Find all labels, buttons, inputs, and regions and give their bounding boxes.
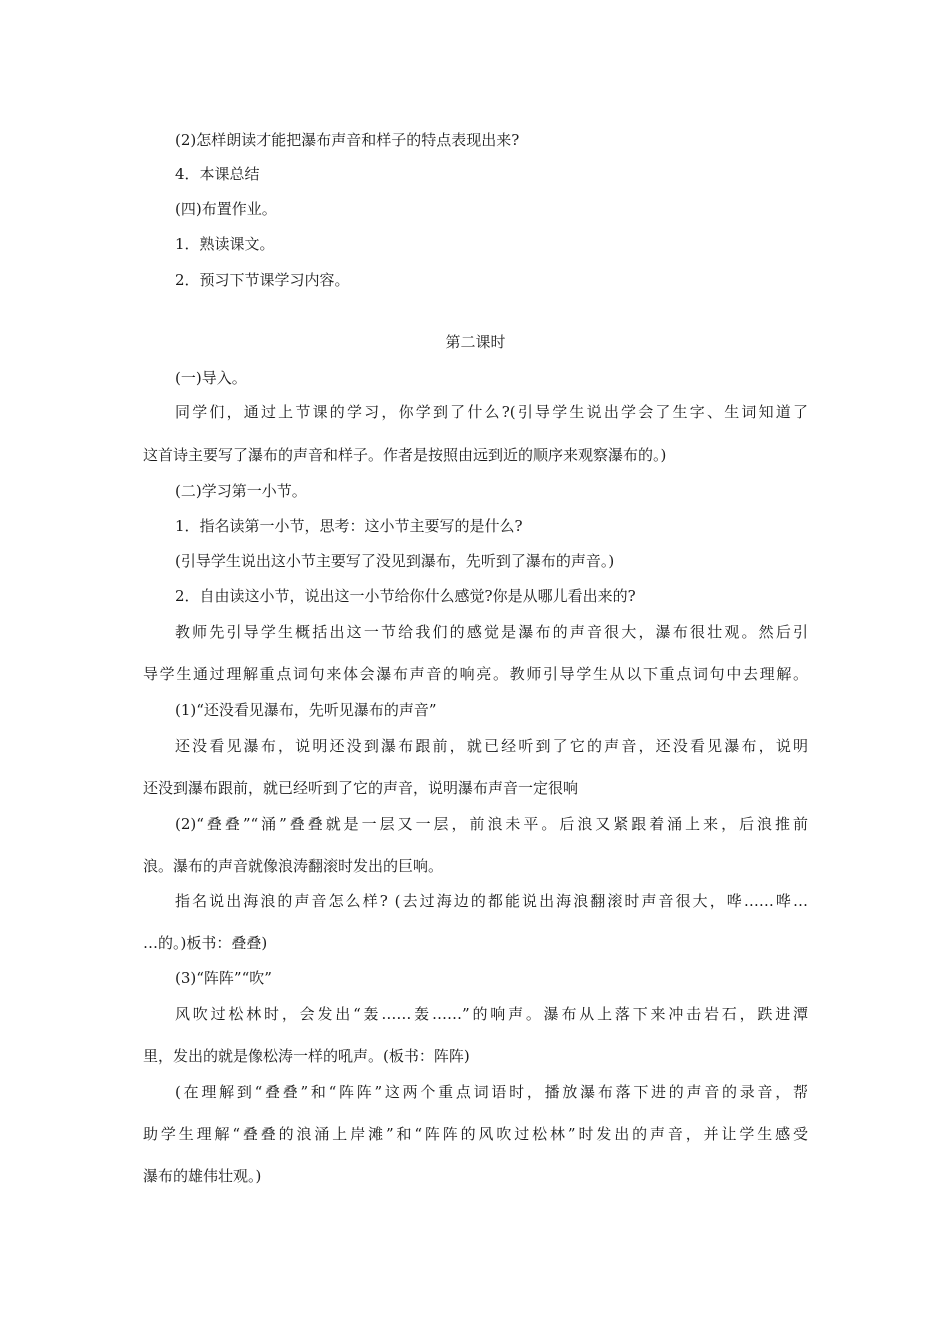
text-line: 里，发出的就是像松涛一样的吼声。(板书：阵阵) [143,1047,470,1065]
section-heading: (一)导入。 [175,369,247,387]
text-line: 4．本课总结 [175,165,260,183]
text-line: 导学生通过理解重点词句来体会瀑布声音的响亮。教师引导学生从以下重点词句中去理解。 [143,665,808,683]
text-line: 1．熟读课文。 [175,235,275,253]
text-line: 风吹过松林时，会发出“轰……轰……”的响声。瀑布从上落下来冲击岩石，跌进潭 [175,1005,808,1023]
text-line: …的。)板书：叠叠) [143,934,268,952]
text-line: 还没到瀑布跟前，就已经听到了它的声音，说明瀑布声音一定很响 [143,779,579,797]
text-line: 指名说出海浪的声音怎么样? (去过海边的都能说出海浪翻滚时声音很大，哗……哗… [175,892,808,910]
text-line: 浪。瀑布的声音就像浪涛翻滚时发出的巨响。 [143,857,444,875]
text-line: 2．预习下节课学习内容。 [175,271,350,289]
text-line: (2)“叠叠”“涌”叠叠就是一层又一层，前浪未平。后浪又紧跟着涌上来，后浪推前 [175,815,808,833]
section-heading: (四)布置作业。 [175,200,277,218]
text-line: 瀑布的雄伟壮观。) [143,1167,262,1185]
lesson-title: 第二课时 [445,333,506,351]
text-line: (3)“阵阵”“吹” [175,969,272,987]
text-line: (在理解到“叠叠”和“阵阵”这两个重点词语时，播放瀑布落下进的声音的录音，帮 [175,1083,808,1101]
text-line: 2．自由读这小节，说出这一小节给你什么感觉?你是从哪儿看出来的? [175,587,636,605]
text-line: (引导学生说出这小节主要写了没见到瀑布，先听到了瀑布的声音。) [175,552,615,570]
text-line: (2)怎样朗读才能把瀑布声音和样子的特点表现出来? [175,131,520,149]
text-line: 1．指名读第一小节，思考：这小节主要写的是什么? [175,517,523,535]
text-line: 教师先引导学生概括出这一节给我们的感觉是瀑布的声音很大，瀑布很壮观。然后引 [175,623,808,641]
text-line: 这首诗主要写了瀑布的声音和样子。作者是按照由远到近的顺序来观察瀑布的。) [143,446,667,464]
text-line: 同学们，通过上节课的学习，你学到了什么?(引导学生说出学会了生字、生词知道了 [175,403,808,421]
text-line: 助学生理解“叠叠的浪涌上岸滩”和“阵阵的风吹过松林”时发出的声音，并让学生感受 [143,1125,808,1143]
text-line: 还没看见瀑布，说明还没到瀑布跟前，就已经听到了它的声音，还没看见瀑布，说明 [175,737,808,755]
text-line: (1)“还没看见瀑布，先听见瀑布的声音” [175,701,437,719]
section-heading: (二)学习第一小节。 [175,482,307,500]
